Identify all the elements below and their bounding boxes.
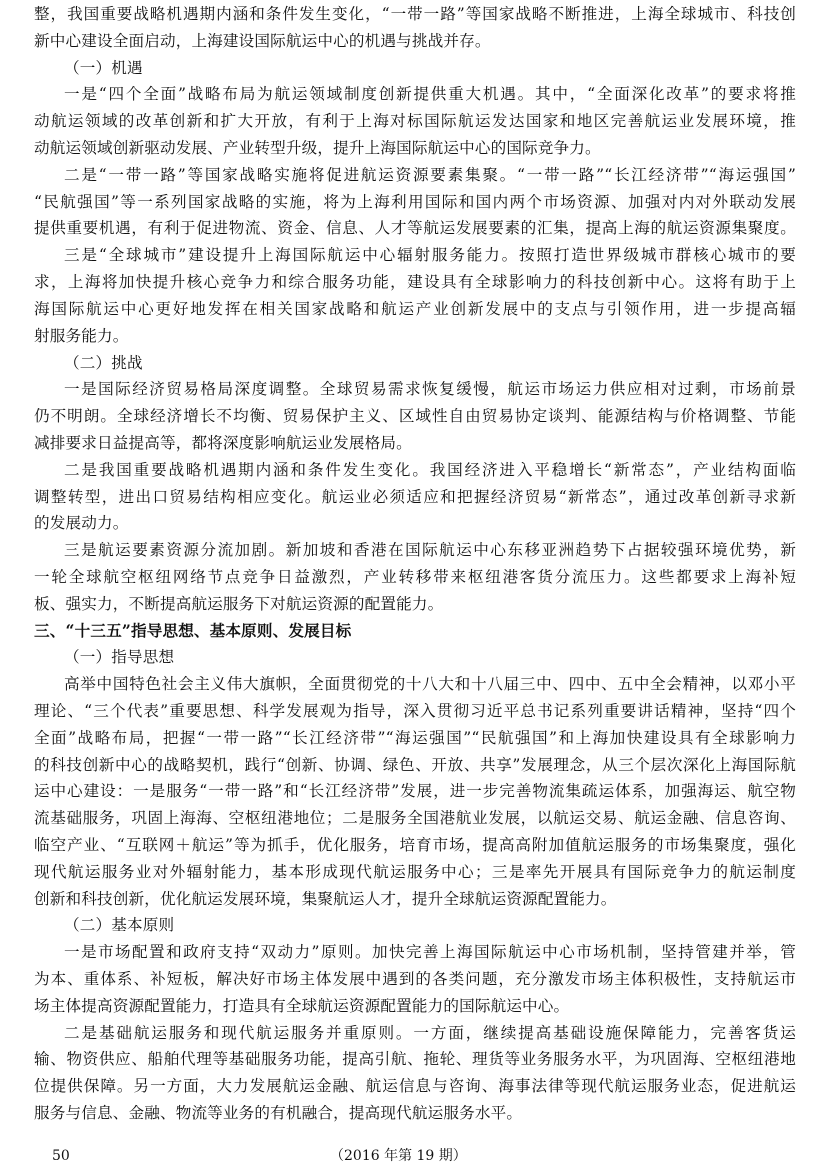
text-line: 一是市场配置和政府支持“双动力”原则。加快完善上海国际航运中心市场机制，坚持管建并举，管 bbox=[64, 943, 796, 962]
text-line: 海国际航运中心更好地发挥在相关国家战略和航运产业创新发展中的支点与引领作用，进一步提高辐 bbox=[34, 299, 796, 318]
text-line: 流基础服务，巩固上海海、空枢纽港地位；二是服务全国港航业发展，以航运交易、航运金融、信息咨询、 bbox=[34, 809, 796, 828]
text-line: 减排要求日益提高等，都将深度影响航运业发展格局。 bbox=[34, 433, 412, 452]
text-line: 二是我国重要战略机遇期内涵和条件发生变化。我国经济进入平稳增长“新常态”，产业结构面临 bbox=[64, 460, 796, 479]
text-line: 服务与信息、金融、物流等业务的有机融合，提高现代航运服务水平。 bbox=[34, 1104, 523, 1122]
text-line: 二是“一带一路”等国家战略实施将促进航运资源要素集聚。“一带一路”“长江经济带”“海运强国” bbox=[64, 165, 796, 184]
document-page bbox=[34, 0, 796, 1170]
text-line: 新中心建设全面启动，上海建设国际航运中心的机遇与挑战并存。 bbox=[34, 31, 491, 50]
subsection-heading: （二）基本原则 bbox=[64, 916, 175, 935]
text-line: 位提供保障。另一方面，大力发展航运金融、航运信息与咨询、海事法律等现代航运服务业态，促进航运 bbox=[34, 1077, 796, 1096]
text-line: 动航运领域的改革创新和扩大开放，有利于上海对标国际航运发达国家和地区完善航运业发展环境，推 bbox=[34, 112, 796, 131]
subsection-heading: （一）指导思想 bbox=[64, 648, 175, 667]
text-line: 输、物资供应、船舶代理等基础服务功能，提高引航、拖轮、理货等业务服务水平，为巩固海、空枢纽港地 bbox=[34, 1050, 796, 1069]
text-line: 板、强实力，不断提高航运服务下对航运资源的配置能力。 bbox=[34, 594, 444, 613]
text-line: 三是“全球城市”建设提升上海国际航运中心辐射服务能力。按照打造世界级城市群核心城市的要 bbox=[64, 246, 796, 265]
text-line: 求，上海将加快提升核心竞争力和综合服务功能，建设具有全球影响力的科技创新中心。这将有助于上 bbox=[34, 273, 796, 291]
text-line: 的科技创新中心的战略契机，践行“创新、协调、绿色、开放、共享”发展理念，从三个层次深化上海国际航 bbox=[34, 755, 796, 774]
text-line: 临空产业、“互联网＋航运”等为抓手，优化服务，培育市场，提高高附加值航运服务的市场集聚度，强化 bbox=[34, 836, 796, 854]
text-line: 现代航运服务业对外辐射能力，基本形成现代航运服务中心；三是率先开展具有国际竞争力的航运制度 bbox=[34, 862, 796, 881]
text-line: 场主体提高资源配置能力，打造具有全球航运资源配置能力的国际航运中心。 bbox=[34, 996, 570, 1015]
text-line: 全面”战略布局，把握“一带一路”“长江经济带”“海运强国”“民航强国”和上海加快建设具有全球影响力 bbox=[34, 728, 796, 747]
text-line: 创新和科技创新，优化航运发展环境，集聚航运人才，提升全球航运资源配置能力。 bbox=[34, 889, 617, 908]
issue-label: （2016 年第 19 期） bbox=[330, 1148, 467, 1164]
text-line: 整，我国重要战略机遇期内涵和条件发生变化，“一带一路”等国家战略不断推进，上海全球城市、科技创 bbox=[34, 5, 796, 23]
text-line: “民航强国”等一系列国家战略的实施，将为上海利用国际和国内两个市场资源、加强对内对外联动发展 bbox=[34, 192, 796, 211]
text-line: 高举中国特色社会主义伟大旗帜，全面贯彻党的十八大和十八届三中、四中、五中全会精神，以邓小平 bbox=[64, 675, 796, 694]
text-line: 射服务能力。 bbox=[34, 326, 129, 345]
text-line: 为本、重体系、补短板，解决好市场主体发展中遇到的各类问题，充分激发市场主体积极性，支持航运市 bbox=[34, 970, 796, 988]
text-line: 动航运领域创新驱动发展、产业转型升级，提升上海国际航运中心的国际竞争力。 bbox=[34, 139, 601, 157]
section-heading: 三、“十三五”指导思想、基本原则、发展目标 bbox=[34, 620, 352, 640]
subsection-heading: （一）机遇 bbox=[64, 58, 143, 77]
subsection-heading: （二）挑战 bbox=[64, 353, 143, 372]
text-line: 理论、“三个代表”重要思想、科学发展观为指导，深入贯彻习近平总书记系列重要讲话精神，坚持“四个 bbox=[34, 701, 796, 720]
text-line: 仍不明朗。全球经济增长不均衡、贸易保护主义、区域性自由贸易协定谈判、能源结构与价格调整、节能 bbox=[34, 407, 796, 426]
text-line: 调整转型，进出口贸易结构相应变化。航运业必须适应和把握经济贸易“新常态”，通过改革创新寻求新 bbox=[34, 487, 796, 506]
text-line: 的发展动力。 bbox=[34, 514, 129, 533]
text-line: 提供重要机遇，有利于促进物流、资金、信息、人才等航运发展要素的汇集，提高上海的航运资源集聚度。 bbox=[34, 219, 796, 238]
text-line: 一是“四个全面”战略布局为航运领域制度创新提供重大机遇。其中，“全面深化改革”的要求将推 bbox=[64, 85, 796, 104]
text-line: 一是国际经济贸易格局深度调整。全球贸易需求恢复缓慢，航运市场运力供应相对过剩，市场前景 bbox=[64, 380, 796, 399]
text-line: 运中心建设：一是服务“一带一路”和“长江经济带”发展，进一步完善物流集疏运体系，加强海运、航空物 bbox=[34, 782, 796, 801]
page-number: 50 bbox=[52, 1148, 70, 1164]
text-line: 一轮全球航空枢纽网络节点竞争日益激烈，产业转移带来枢纽港客货分流压力。这些都要求上海补短 bbox=[34, 567, 796, 586]
text-line: 三是航运要素资源分流加剧。新加坡和香港在国际航运中心东移亚洲趋势下占据较强环境优势，新 bbox=[64, 541, 796, 560]
text-line: 二是基础航运服务和现代航运服务并重原则。一方面，继续提高基础设施保障能力，完善客货运 bbox=[64, 1023, 796, 1042]
